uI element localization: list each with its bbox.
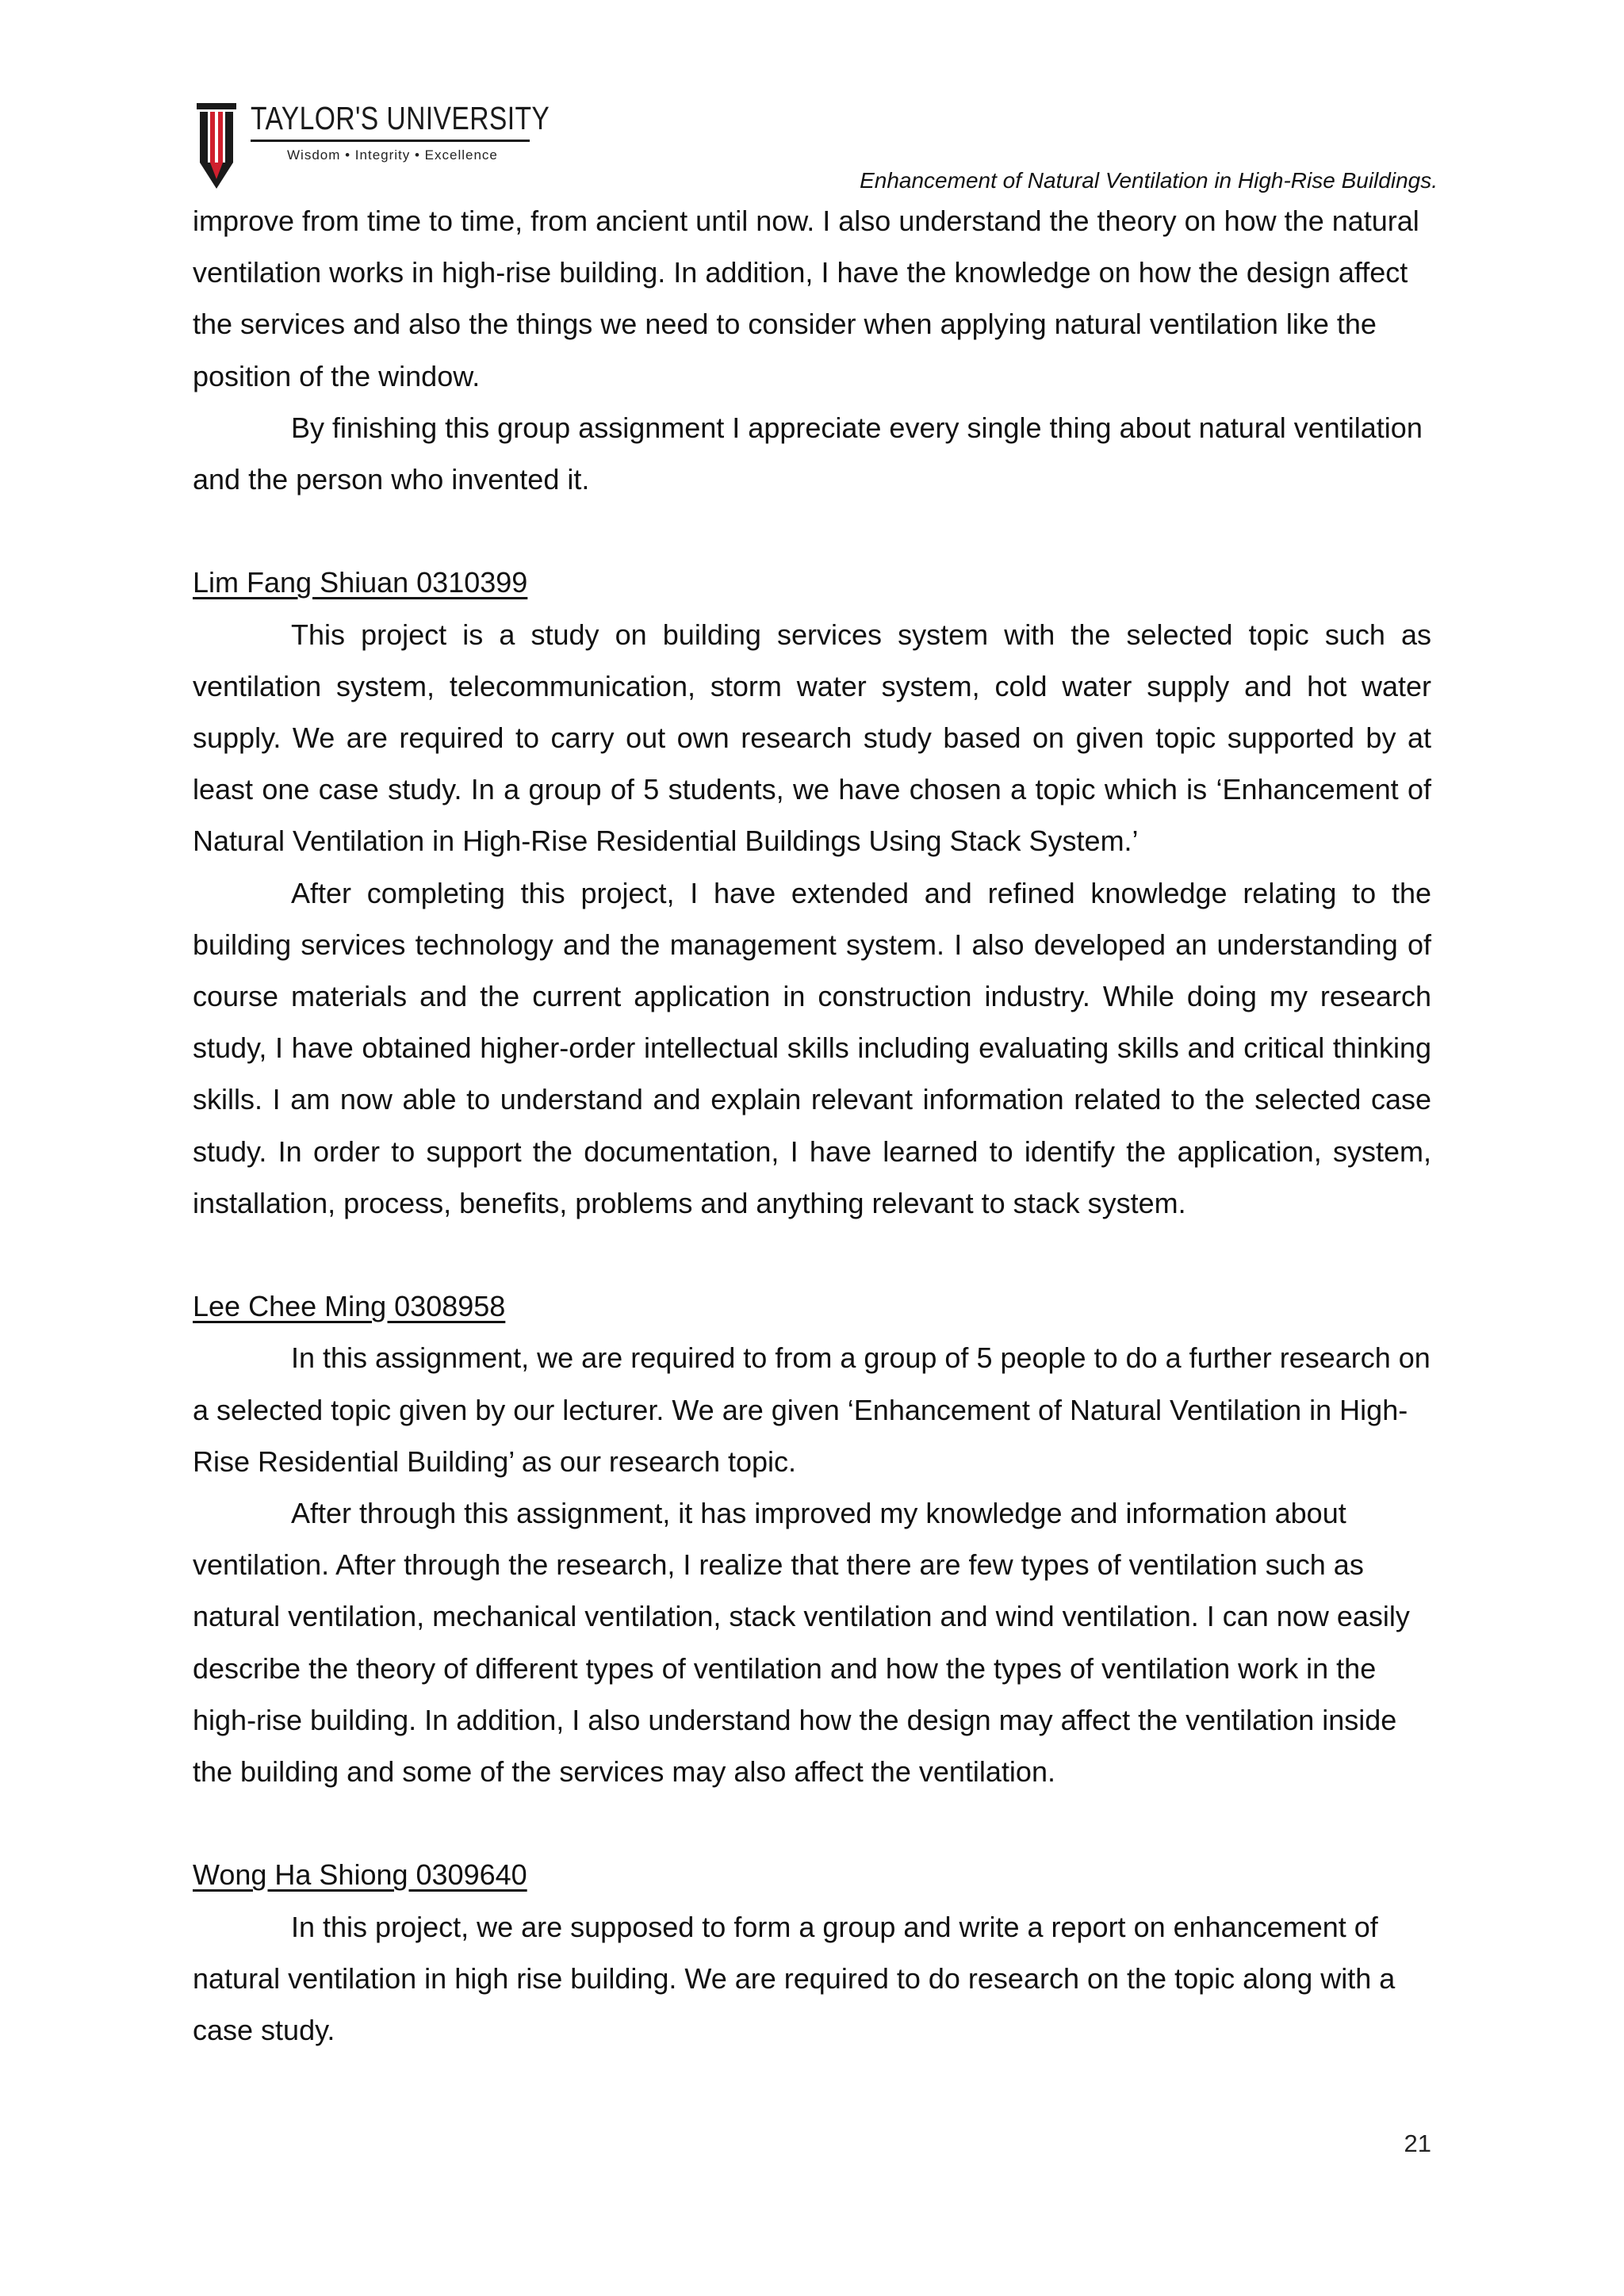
section-spacer [193,1229,1431,1280]
logo-divider [251,140,530,142]
section-paragraph: After through this assignment, it has improved my knowledge and information about ventilation. After through the research, I realize that there are few types of ventilation such as natural ventilation, mechanical ventilation, stack ventilation and wind ventilation. I can now easily describe the theory of different types of ventilation and how the types of ventilation work in the high-rise building. In addition, I also understand how the design may affect the ventilation inside the building and some of the services may also affect the ventilation. [193,1497,1410,1789]
university-name: TAYLOR'S UNIVERSITY [251,100,550,136]
section-heading-wong-ha-shiong: Wong Ha Shiong 0309640 [193,1858,527,1892]
page-body [193,195,1431,2056]
intro-paragraph-continued: improve from time to time, from ancient until now. I also understand the theory on how the natural ventilation works in high-rise building. In addition, I have the knowledge on how the design affect the services and also the things we need to consider when applying natural ventilation like the position of the window. [193,205,1419,392]
university-crest-icon [197,103,236,190]
page-number: 21 [1404,2130,1431,2157]
section-paragraph: In this project, we are supposed to form a group and write a report on enhancement of natural ventilation in high rise building. We are required to do research on the topic along with a case study. [193,1910,1396,2047]
section-paragraph: This project is a study on building services system with the selected topic such as ventilation system, telecommunication, storm water system, cold water supply and hot water supply. We are required to carry out own research study based on given topic supported by at least one case study. In a group of 5 students, we have chosen a topic which is ‘Enhancement of Natural Ventilation in High-Rise Residential Buildings Using Stack System.’ [193,618,1431,858]
section-heading-lee-chee-ming: Lee Chee Ming 0308958 [193,1290,506,1323]
university-logo [197,100,550,189]
section-spacer [193,1797,1431,1849]
section-paragraph: After completing this project, I have extended and refined knowledge relating to the building services technology and the management system. I also developed an understanding of course materials and the current application in construction industry. While doing my research study, I have obtained higher-order intellectual skills including evaluating skills and critical thinking skills. I am now able to understand and explain relevant information related to the selected case study. In order to support the documentation, I have learned to identify the application, system, installation, process, benefits, problems and anything relevant to stack system. [193,876,1431,1219]
intro-paragraph-closing: By finishing this group assignment I appreciate every single thing about natural ventilation and the person who invented it. [193,411,1423,496]
running-header-title: Enhancement of Natural Ventilation in High-Rise Buildings. [860,168,1438,193]
section-paragraph: In this assignment, we are required to from a group of 5 people to do a further research on a selected topic given by our lecturer. We are given ‘Enhancement of Natural Ventilation in High-Rise Residential Building’ as our research topic. [193,1341,1431,1478]
university-motto: Wisdom • Integrity • Excellence [287,147,498,163]
section-heading-lim-fang-shiuan: Lim Fang Shiuan 0310399 [193,566,528,599]
section-spacer [193,505,1431,557]
